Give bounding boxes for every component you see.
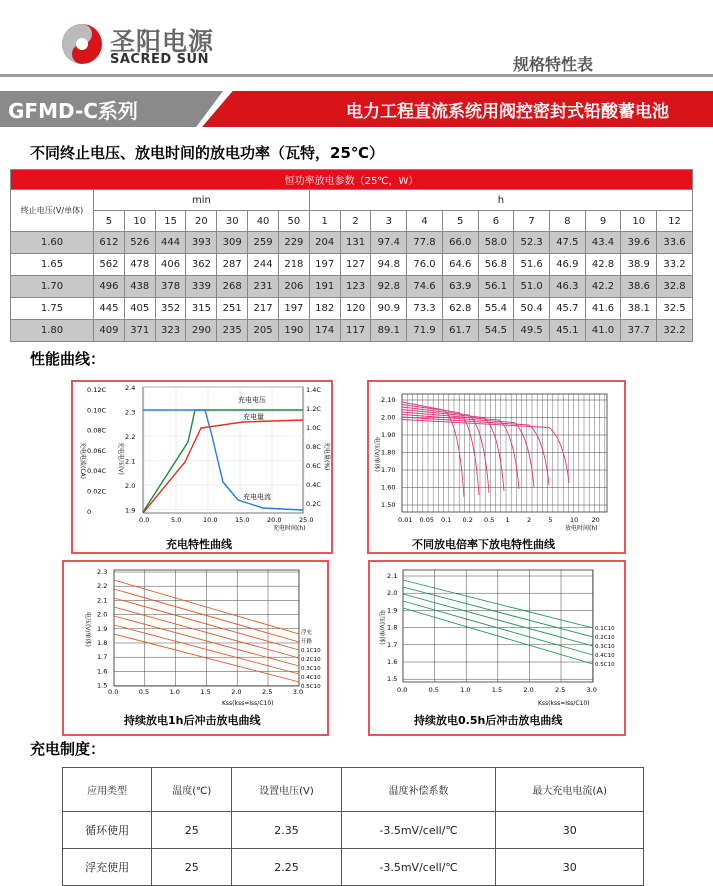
impact-1h-chart: [64, 562, 327, 734]
power-cell: 231: [248, 276, 279, 298]
power-cell: 352: [155, 298, 186, 320]
c3-series-label: 0.4C10: [301, 675, 321, 681]
power-cell: 259: [248, 232, 279, 254]
power-cell: 62.8: [442, 298, 478, 320]
power-cell: 32.8: [657, 276, 693, 298]
c4-x-tick: 2.5: [555, 686, 566, 694]
c1-left-tick: 0: [87, 507, 92, 516]
power-table-title: 不同终止电压、放电时间的放电功率（瓦特，25℃）: [30, 144, 385, 162]
end-voltage-cell: 1.80: [11, 320, 94, 342]
power-cell: 323: [155, 320, 186, 342]
c3-series-label: 0.2C10: [301, 657, 321, 663]
c4-x-tick: 0.0: [397, 686, 408, 694]
power-cell: 217: [248, 298, 279, 320]
power-cell: 45.7: [549, 298, 585, 320]
power-cell: 61.7: [442, 320, 478, 342]
power-cell: 287: [217, 254, 248, 276]
power-cell: 339: [186, 276, 217, 298]
power-cell: 64.6: [442, 254, 478, 276]
power-cell: 182: [309, 298, 340, 320]
power-cell: 47.5: [549, 232, 585, 254]
charge-cell: 30: [496, 812, 644, 849]
c2-x-tick: 0.2: [462, 516, 473, 524]
power-row: [11, 320, 693, 342]
power-cell: 89.1: [371, 320, 407, 342]
power-row: [11, 298, 693, 320]
charge-curve-panel: [71, 380, 333, 554]
power-cell: 41.6: [585, 298, 621, 320]
power-cell: 190: [278, 320, 309, 342]
c3-y-tick: 2.0: [97, 610, 108, 619]
c4-series-label: 0.2C10: [595, 635, 615, 641]
power-cell: 38.6: [621, 276, 657, 298]
c1-mid-axis-label: 充电电压(V): [117, 442, 124, 475]
power-cell: 41.0: [585, 320, 621, 342]
time-col-header: 5: [442, 211, 478, 232]
power-cell: 33.2: [657, 254, 693, 276]
power-cell: 378: [155, 276, 186, 298]
c1-x-tick: 10.0: [203, 516, 218, 524]
c1-right-tick: 0.6C: [306, 462, 321, 470]
end-voltage-cell: 1.60: [11, 232, 94, 254]
power-cell: 206: [278, 276, 309, 298]
c1-right-tick: 0.8C: [306, 443, 321, 451]
c2-y-tick: 1.80: [381, 448, 396, 457]
charge-row: [63, 849, 644, 886]
c2-x-tick: 1: [505, 516, 510, 524]
power-cell: 526: [124, 232, 155, 254]
power-cell: 174: [309, 320, 340, 342]
c1-x-tick: 25.0: [299, 516, 314, 524]
c2-x-tick: 5: [548, 516, 553, 524]
charge-cell: 2.35: [232, 812, 342, 849]
end-voltage-cell: 1.70: [11, 276, 94, 298]
c4-x-tick: 1.5: [491, 686, 503, 694]
c1-mid-tick: 2.1: [125, 457, 136, 466]
legend-current: 充电电流: [243, 493, 271, 501]
c3-x-tick: 0.0: [108, 688, 119, 696]
power-cell: 97.4: [371, 232, 407, 254]
impact-1h-panel: [62, 560, 329, 736]
power-cell: 49.5: [514, 320, 550, 342]
charge-cell: 25: [152, 812, 232, 849]
discharge-rate-chart: [369, 382, 624, 552]
c3-x-tick: 1.0: [169, 688, 180, 696]
power-cell: 73.3: [407, 298, 443, 320]
c3-y-tick: 2.2: [97, 582, 108, 591]
c4-y-label: 电压(V/单体): [378, 610, 385, 645]
charge-cell: 30: [496, 849, 644, 886]
power-cell: 444: [155, 232, 186, 254]
c2-y-tick: 2.00: [381, 413, 396, 422]
c2-y-label: 电压(V/单体): [373, 437, 380, 472]
charge-header-cell: 应用类型: [63, 768, 152, 812]
c4-y-tick: 1.6: [387, 658, 398, 666]
power-row: [11, 254, 693, 276]
c1-left-tick: 0.08C: [87, 426, 107, 435]
power-cell: 251: [217, 298, 248, 320]
end-voltage-header: 终止电压(V/单体): [11, 190, 94, 232]
c2-x-tick: 20: [591, 516, 600, 524]
c4-y-tick: 1.5: [387, 675, 398, 684]
legend-voltage: 充电电压: [238, 396, 266, 404]
product-title: 电力工程直流系统用阀控密封式铅酸蓄电池: [346, 102, 669, 122]
c1-left-tick: 0.04C: [87, 467, 107, 476]
c3-x-label: Kss(kss=Iss/C10): [222, 700, 274, 707]
power-cell: 38.1: [621, 298, 657, 320]
power-row: [11, 276, 693, 298]
c3-y-tick: 2.3: [97, 568, 108, 576]
c2-y-tick: 1.90: [381, 431, 396, 439]
power-cell: 362: [186, 254, 217, 276]
power-cell: 218: [278, 254, 309, 276]
power-cell: 74.6: [407, 276, 443, 298]
c4-y-tick: 2.1: [387, 572, 398, 580]
c1-left-tick: 0.10C: [87, 406, 107, 415]
time-col-header: 50: [278, 211, 309, 232]
power-cell: 37.7: [621, 320, 657, 342]
power-cell: 43.4: [585, 232, 621, 254]
power-cell: 56.1: [478, 276, 514, 298]
time-col-header: 8: [549, 211, 585, 232]
power-cell: 54.5: [478, 320, 514, 342]
time-col-header: 40: [248, 211, 279, 232]
time-col-header: 30: [217, 211, 248, 232]
power-cell: 229: [278, 232, 309, 254]
c2-x-tick: 0.1: [441, 516, 452, 524]
c1-right-axis-label: 充电量(%): [323, 442, 330, 471]
c1-left-axis-label: 充电电流(CA): [79, 442, 86, 479]
c3-y-tick: 1.9: [97, 624, 108, 633]
power-cell: 38.9: [621, 254, 657, 276]
discharge-rate-caption: 不同放电倍率下放电特性曲线: [412, 538, 555, 551]
power-cell: 309: [217, 232, 248, 254]
spec-sheet-label: 规格特性表: [512, 55, 593, 74]
c3-series-label: 浮充: [301, 630, 313, 636]
time-col-header: 7: [514, 211, 550, 232]
end-voltage-cell: 1.75: [11, 298, 94, 320]
c3-x-tick: 2.0: [231, 688, 242, 696]
c4-x-tick: 3.0: [586, 686, 597, 694]
c4-y-tick: 1.9: [387, 606, 398, 615]
power-cell: 39.6: [621, 232, 657, 254]
time-col-header: 15: [155, 211, 186, 232]
c1-right-tick: 0.2C: [306, 500, 321, 508]
charge-cell: 循环使用: [63, 812, 152, 849]
power-cell: 204: [309, 232, 340, 254]
time-col-header: 12: [657, 211, 693, 232]
power-cell: 562: [94, 254, 125, 276]
c3-series-label: 0.3C10: [301, 666, 321, 672]
c4-y-tick: 2.0: [387, 589, 398, 598]
power-cell: 42.2: [585, 276, 621, 298]
power-cell: 58.0: [478, 232, 514, 254]
time-col-header: 1: [309, 211, 340, 232]
power-cell: 478: [124, 254, 155, 276]
time-col-header: 5: [94, 211, 125, 232]
impact-1h-caption: 持续放电1h后冲击放电曲线: [124, 714, 261, 727]
time-col-header: 3: [371, 211, 407, 232]
c3-x-tick: 2.5: [262, 688, 273, 696]
c3-x-tick: 1.5: [200, 688, 211, 696]
power-cell: 33.6: [657, 232, 693, 254]
charge-header-cell: 温度(℃): [152, 768, 232, 812]
brand-name-en: SACRED SUN: [110, 52, 209, 67]
c1-right-tick: 1.0C: [306, 424, 321, 432]
c2-x-tick: 0.5: [484, 516, 495, 524]
power-cell: 127: [340, 254, 371, 276]
power-cell: 71.9: [407, 320, 443, 342]
charge-curve-chart: [73, 382, 331, 552]
c1-mid-tick: 1.9: [125, 506, 136, 515]
power-cell: 50.4: [514, 298, 550, 320]
power-cell: 66.0: [442, 232, 478, 254]
c3-series-label: 开路: [301, 639, 313, 645]
model-title: GFMD-C系列: [8, 99, 138, 123]
c4-y-tick: 1.8: [387, 623, 398, 632]
c1-right-tick: 1.2C: [306, 405, 321, 413]
impact-05h-chart: [370, 562, 624, 734]
charge-cell: -3.5mV/cell/℃: [341, 849, 496, 886]
c1-left-tick: 0.02C: [87, 487, 107, 496]
header-divider: [0, 74, 713, 77]
power-cell: 123: [340, 276, 371, 298]
c2-y-tick: 1.70: [381, 466, 396, 474]
c4-series-label: 0.1C10: [595, 626, 615, 632]
c2-x-tick: 2: [527, 516, 532, 524]
c4-series-label: 0.4C10: [595, 653, 615, 659]
power-cell: 268: [217, 276, 248, 298]
impact-05h-caption: 持续放电0.5h后冲击放电曲线: [414, 714, 563, 727]
c3-y-tick: 1.7: [97, 653, 108, 662]
c2-y-tick: 1.50: [381, 501, 396, 509]
c3-x-tick: 3.0: [292, 688, 304, 696]
power-cell: 393: [186, 232, 217, 254]
c1-x-tick: 0.0: [139, 516, 150, 524]
c3-y-tick: 1.6: [97, 667, 108, 676]
power-cell: 46.9: [549, 254, 585, 276]
end-voltage-cell: 1.65: [11, 254, 94, 276]
curves-title: 性能曲线：: [30, 350, 106, 368]
power-cell: 77.8: [407, 232, 443, 254]
power-cell: 445: [94, 298, 125, 320]
c3-x-tick: 0.5: [138, 688, 150, 696]
charge-curve-caption: 充电特性曲线: [166, 538, 232, 551]
charge-header-cell: 设置电压(V): [232, 768, 342, 812]
c3-series-label: 0.5C10: [301, 684, 321, 690]
time-col-header: 2: [340, 211, 371, 232]
c1-mid-tick: 2.4: [125, 384, 136, 392]
power-cell: 42.8: [585, 254, 621, 276]
power-cell: 290: [186, 320, 217, 342]
c1-mid-tick: 2.2: [125, 433, 136, 441]
power-cell: 51.6: [514, 254, 550, 276]
charge-cell: -3.5mV/cell/℃: [341, 812, 496, 849]
legend-capacity: 充电量: [243, 413, 264, 421]
c4-x-tick: 0.5: [428, 686, 439, 694]
power-cell: 405: [124, 298, 155, 320]
time-col-header: 6: [478, 211, 514, 232]
c1-x-label: 充电时间(h): [273, 525, 306, 532]
power-cell: 117: [340, 320, 371, 342]
time-col-header: 4: [407, 211, 443, 232]
c1-left-tick: 0.12C: [87, 386, 107, 394]
power-cell: 46.3: [549, 276, 585, 298]
c1-mid-tick: 2.3: [125, 408, 136, 417]
group-h-header: h: [309, 190, 692, 211]
charge-table: [62, 767, 644, 886]
power-cell: 496: [94, 276, 125, 298]
c3-y-tick: 1.8: [97, 639, 108, 647]
time-col-header: 10: [124, 211, 155, 232]
group-min-header: min: [94, 190, 310, 211]
c1-right-tick: 0.4C: [306, 481, 321, 489]
power-cell: 63.9: [442, 276, 478, 298]
charge-header-cell: 温度补偿系数: [341, 768, 496, 812]
c1-left-tick: 0.06C: [87, 446, 107, 455]
power-cell: 197: [278, 298, 309, 320]
power-cell: 56.8: [478, 254, 514, 276]
power-cell: 438: [124, 276, 155, 298]
c4-x-tick: 1.0: [460, 686, 471, 694]
charge-table-title: 充电制度：: [30, 740, 106, 758]
brand-name-cn: 圣阳电源: [110, 27, 215, 56]
time-col-header: 10: [621, 211, 657, 232]
power-cell: 92.8: [371, 276, 407, 298]
power-cell: 94.8: [371, 254, 407, 276]
power-table-banner: 恒功率放电参数（25℃，W）: [11, 170, 693, 190]
power-cell: 409: [94, 320, 125, 342]
power-cell: 52.3: [514, 232, 550, 254]
time-col-header: 9: [585, 211, 621, 232]
power-cell: 205: [248, 320, 279, 342]
power-cell: 45.1: [549, 320, 585, 342]
c2-y-tick: 2.10: [381, 396, 396, 404]
c3-y-label: 电压(V/单体): [84, 612, 91, 647]
c1-x-tick: 15.0: [235, 516, 250, 524]
c4-series-label: 0.3C10: [595, 644, 615, 650]
c1-right-tick: 1.4C: [306, 386, 321, 394]
power-cell: 32.5: [657, 298, 693, 320]
c3-y-tick: 1.5: [97, 681, 108, 690]
charge-cell: 2.25: [232, 849, 342, 886]
power-cell: 235: [217, 320, 248, 342]
power-cell: 120: [340, 298, 371, 320]
c4-y-tick: 1.7: [387, 640, 398, 649]
power-table: [10, 169, 693, 342]
power-cell: 371: [124, 320, 155, 342]
charge-cell: 浮充使用: [63, 849, 152, 886]
power-cell: 131: [340, 232, 371, 254]
power-cell: 315: [186, 298, 217, 320]
c2-x-tick: 10: [570, 516, 579, 524]
c2-x-label: 放电时间(h): [565, 525, 598, 532]
c1-x-tick: 20.0: [267, 516, 282, 524]
discharge-rate-panel: [367, 380, 626, 554]
c1-x-tick: 5.0: [171, 516, 182, 524]
time-col-header: 20: [186, 211, 217, 232]
c4-x-label: Kss(kss=Iss/C10): [538, 700, 590, 707]
power-cell: 612: [94, 232, 125, 254]
impact-05h-panel: [368, 560, 626, 736]
c4-x-tick: 2.0: [523, 686, 534, 694]
c1-mid-tick: 2.0: [125, 482, 136, 490]
power-cell: 244: [248, 254, 279, 276]
power-cell: 32.2: [657, 320, 693, 342]
power-cell: 90.9: [371, 298, 407, 320]
sacred-sun-logo-icon: [60, 22, 104, 66]
c2-x-tick: 0.01: [398, 516, 413, 524]
power-cell: 76.0: [407, 254, 443, 276]
power-cell: 406: [155, 254, 186, 276]
c4-series-label: 0.5C10: [595, 662, 615, 668]
c3-series-label: 0.1C10: [301, 648, 321, 654]
charge-cell: 25: [152, 849, 232, 886]
c2-y-tick: 1.60: [381, 483, 396, 492]
power-cell: 197: [309, 254, 340, 276]
c2-x-tick: 0.05: [419, 516, 434, 524]
power-cell: 51.0: [514, 276, 550, 298]
power-cell: 191: [309, 276, 340, 298]
power-row: [11, 232, 693, 254]
charge-header-cell: 最大充电电流(A): [496, 768, 644, 812]
c3-y-tick: 2.1: [97, 596, 108, 605]
power-cell: 55.4: [478, 298, 514, 320]
charge-row: [63, 812, 644, 849]
